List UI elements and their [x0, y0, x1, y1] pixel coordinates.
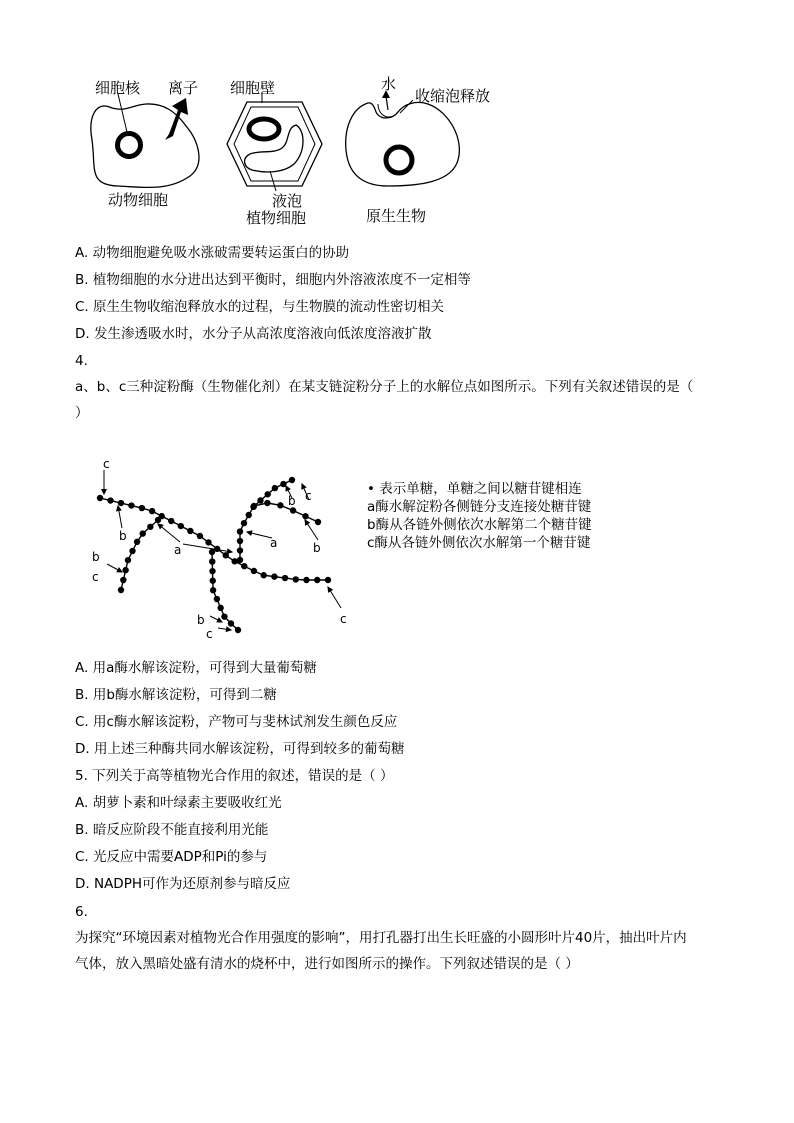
monosaccharide-dot — [237, 547, 243, 553]
q4-option-a: A. 用a酶水解该淀粉，可得到大量葡萄糖 — [75, 660, 317, 676]
monosaccharide-dot — [235, 627, 241, 633]
monosaccharide-dot — [168, 518, 174, 524]
label-plant-cell: 植物细胞 — [246, 209, 307, 227]
monosaccharide-dot — [237, 538, 243, 544]
cleavage-arrowhead — [226, 627, 231, 631]
monosaccharide-dot — [315, 519, 321, 525]
plant-nucleus — [249, 119, 279, 139]
monosaccharide-dot — [187, 528, 193, 534]
monosaccharide-dot — [231, 558, 237, 564]
monosaccharide-dot — [251, 503, 257, 509]
plant-cell-wall — [227, 102, 322, 186]
monosaccharide-dot — [228, 620, 234, 626]
mark-a: a — [174, 543, 182, 557]
monosaccharide-dot — [257, 497, 263, 503]
monosaccharide-dot — [122, 567, 128, 573]
water-arrow — [386, 96, 388, 110]
mark-b: b — [288, 494, 296, 508]
animal-cell-outline — [91, 104, 199, 187]
cleavage-arrowhead — [217, 618, 222, 622]
monosaccharide-dot — [178, 523, 184, 529]
mark-b: b — [197, 613, 205, 627]
q3-option-d: D. 发生渗透吸水时，水分子从高浓度溶液向低浓度溶液扩散 — [75, 326, 432, 342]
label-cell-wall: 细胞壁 — [230, 79, 276, 97]
q3-option-c: C. 原生生物收缩泡释放水的过程，与生物膜的流动性密切相关 — [75, 299, 445, 315]
mark-c: c — [305, 489, 312, 503]
monosaccharide-dot — [97, 495, 103, 501]
label-animal-cell: 动物细胞 — [108, 191, 169, 209]
q5-option-a: A. 胡萝卜素和叶绿素主要吸收红光 — [75, 795, 282, 811]
monosaccharide-dot — [118, 500, 124, 506]
q5-option-c: C. 光反应中需要ADP和Pi的参与 — [75, 849, 268, 865]
glycosidic-chain — [254, 503, 318, 522]
monosaccharide-dot — [290, 507, 296, 513]
q6-stem-line2: 气体，放入黑暗处盛有清水的烧杯中，进行如图所示的操作。下列叙述错误的是（ ） — [75, 956, 579, 972]
cleavage-arrowhead — [247, 531, 252, 535]
cleavage-arrowhead — [117, 506, 121, 511]
monosaccharide-dot — [140, 530, 146, 536]
cleavage-arrowhead — [328, 587, 332, 592]
monosaccharide-dot — [303, 577, 309, 583]
ion-arrow — [165, 98, 188, 140]
q4-option-b: B. 用b酶水解该淀粉，可得到二糖 — [75, 687, 277, 703]
monosaccharide-dot — [197, 533, 203, 539]
legend-line-2: a酶水解淀粉各侧链分支连接处糖苷键 — [367, 499, 592, 515]
monosaccharide-dot — [302, 513, 308, 519]
q4-option-d: D. 用上述三种酶共同水解该淀粉，可得到较多的葡萄糖 — [75, 741, 405, 757]
cleavage-arrowhead — [117, 568, 122, 572]
monosaccharide-dot — [251, 568, 257, 574]
monosaccharide-dot — [221, 613, 227, 619]
label-contractile-release: 收缩泡释放 — [415, 87, 491, 105]
cleavage-arrowhead — [102, 489, 106, 494]
monosaccharide-dot — [241, 520, 247, 526]
q4-stem-line2: ） — [75, 405, 89, 421]
monosaccharide-dot — [139, 505, 145, 511]
mark-c: c — [206, 627, 213, 641]
mark-a: a — [270, 536, 278, 550]
monosaccharide-dot — [289, 477, 295, 483]
q4-option-c: C. 用c酶水解该淀粉，产物可与斐林试剂发生颜色反应 — [75, 714, 398, 730]
monosaccharide-dot — [125, 557, 131, 563]
monosaccharide-dot — [277, 502, 283, 508]
monosaccharide-dot — [217, 605, 223, 611]
nucleus-leader — [118, 94, 127, 132]
cleavage-arrowhead — [286, 486, 290, 491]
monosaccharide-dot — [210, 578, 216, 584]
mark-c: c — [340, 612, 347, 626]
animal-nucleus — [118, 134, 141, 157]
monosaccharide-dot — [209, 558, 215, 564]
monosaccharide-dot — [282, 575, 288, 581]
monosaccharide-dot — [261, 572, 267, 578]
q3-option-b: B. 植物细胞的水分进出达到平衡时，细胞内外溶液浓度不一定相等 — [75, 272, 471, 288]
q5-stem: 5. 下列关于高等植物光合作用的叙述，错误的是（ ） — [75, 768, 394, 784]
legend-line-3: b酶从各链外侧依次水解第二个糖苷键 — [367, 517, 592, 533]
monosaccharide-dot — [271, 573, 277, 579]
mark-b: b — [119, 529, 127, 543]
mark-c: c — [103, 457, 110, 471]
label-protist: 原生生物 — [366, 207, 427, 225]
monosaccharide-dot — [209, 549, 215, 555]
monosaccharide-dot — [293, 576, 299, 582]
monosaccharide-dot — [209, 568, 215, 574]
monosaccharide-dot — [246, 512, 252, 518]
cell-figure — [0, 0, 794, 230]
monosaccharide-dot — [314, 577, 320, 583]
label-ion: 离子 — [168, 79, 199, 97]
monosaccharide-dot — [118, 587, 124, 593]
monosaccharide-dot — [241, 563, 247, 569]
monosaccharide-dot — [325, 577, 331, 583]
monosaccharide-dot — [264, 491, 270, 497]
legend-line-1: • 表示单糖，单糖之间以糖苷键相连 — [367, 481, 582, 497]
legend-line-4: c酶从各链外侧依次水解第一个糖苷键 — [367, 535, 591, 551]
monosaccharide-dot — [210, 587, 216, 593]
label-water: 水 — [381, 75, 397, 93]
protist-nucleus — [386, 147, 412, 173]
monosaccharide-dot — [205, 539, 211, 545]
mark-b: b — [313, 541, 321, 555]
monosaccharide-dot — [149, 508, 155, 514]
mark-c: c — [92, 570, 99, 584]
mark-b: b — [92, 550, 100, 564]
monosaccharide-dot — [107, 497, 113, 503]
q4-stem-line1: a、b、c三种淀粉酶（生物催化剂）在某支链淀粉分子上的水解位点如图所示。下列有关叙述错误的是（ — [75, 379, 694, 395]
monosaccharide-dot — [129, 548, 135, 554]
q6-stem-line1: 为探究“环境因素对植物光合作用强度的影响”，用打孔器打出生长旺盛的小圆形叶片40片，抽出叶片内 — [75, 930, 687, 946]
q5-option-b: B. 暗反应阶段不能直接利用光能 — [75, 822, 269, 838]
label-nucleus: 细胞核 — [95, 79, 141, 97]
monosaccharide-dot — [128, 502, 134, 508]
q4-number: 4. — [75, 353, 88, 369]
monosaccharide-dot — [147, 524, 153, 530]
monosaccharide-dot — [134, 539, 140, 545]
monosaccharide-dot — [120, 577, 126, 583]
monosaccharide-dot — [155, 517, 161, 523]
q6-number: 6. — [75, 904, 88, 920]
label-vacuole: 液泡 — [272, 192, 303, 210]
monosaccharide-dot — [264, 500, 270, 506]
monosaccharide-dot — [237, 528, 243, 534]
q3-option-a: A. 动物细胞避免吸水涨破需要转运蛋白的协助 — [75, 245, 350, 261]
monosaccharide-dot — [214, 596, 220, 602]
contractile-leader — [400, 100, 413, 113]
monosaccharide-dot — [237, 557, 243, 563]
monosaccharide-dot — [272, 485, 278, 491]
cleavage-arrowhead — [227, 549, 232, 553]
plant-vacuole — [245, 125, 303, 172]
q5-option-d: D. NADPH可作为还原剂参与暗反应 — [75, 876, 291, 892]
cleavage-arrowhead — [305, 520, 309, 525]
starch-figure — [0, 440, 794, 650]
